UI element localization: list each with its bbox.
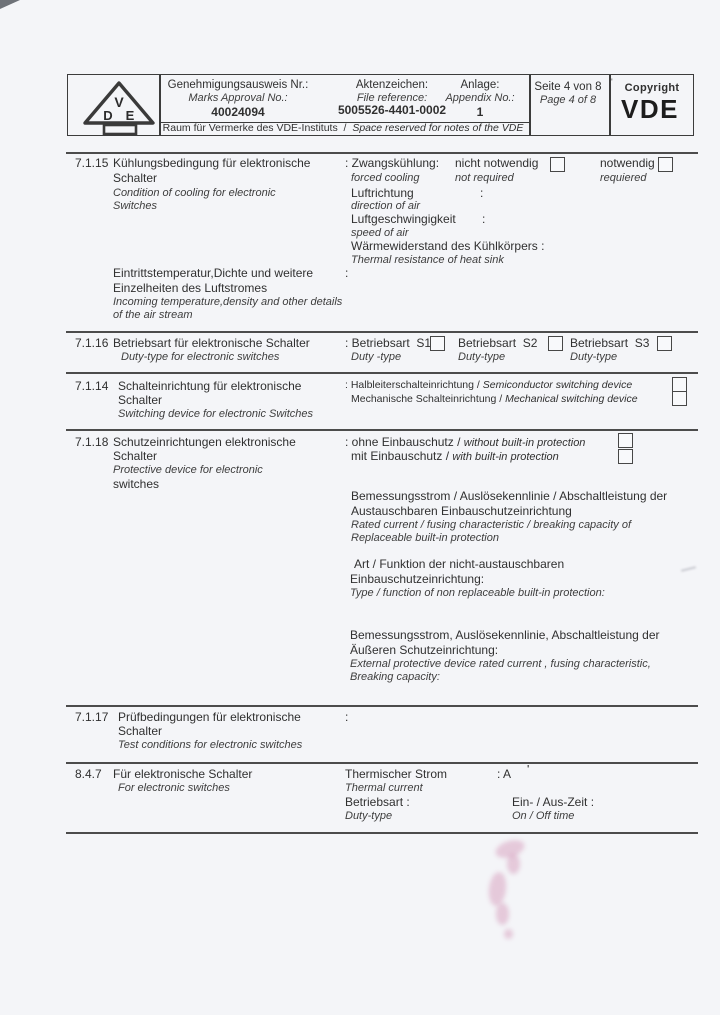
ink-smudge [487,871,508,907]
section-title-de: Für elektronische Schalter [113,767,253,781]
without-protection-en: without built-in protection [463,437,586,449]
rated-current-en1: Rated current / fusing characteristic / breaking capacity of [351,519,632,531]
thermal-current-label-en: Thermal current [345,782,423,794]
checkbox-semiconductor-switching[interactable] [672,377,687,392]
type-function-de1: Art / Funktion der nicht-austauschbaren [354,557,565,571]
inlet-temp-colon: : [345,266,349,280]
section-title-en: Test conditions for electronic switches [118,739,303,751]
on-off-time-label-de: Ein- / Aus-Zeit : [512,795,595,809]
section-divider [66,372,698,374]
external-protective-de2: Äußeren Schutzeinrichtung: [350,643,499,657]
rated-current-en2: Replaceable built-in protection [351,532,499,544]
rated-current-de2: Austauschbaren Einbauschutzeinrichtung [351,504,572,518]
thermal-current-label-de: Thermischer Strom [345,767,448,781]
header-note-en: Space reserved for notes of the VDE [352,122,524,134]
appendix-label-en: Appendix No.: [445,92,515,104]
checkbox-without-built-in-protection[interactable] [618,433,633,448]
section-number: 7.1.18 [75,435,109,449]
checkbox-required[interactable] [658,157,673,172]
section-divider [66,832,698,834]
type-function-en: Type / function of non replaceable built-in protection: [350,587,605,599]
external-protective-en1: External protective device rated current , fusing characteristic, [350,658,651,670]
ink-smudge [507,854,520,874]
without-protection-de: : ohne Einbauschutz / [345,435,464,449]
logo-letter-d: D [103,108,113,123]
section-number: 7.1.15 [75,156,109,170]
approval-no-value: 40024094 [211,105,265,119]
ink-smudge [504,929,513,939]
section-number: 7.1.14 [75,379,109,393]
duty-type-s3-label: Betriebsart S3 [570,336,650,350]
section-title-en2: Switches [113,200,158,212]
stray-mark: ' [527,764,530,775]
scan-corner-artifact [0,0,20,9]
section-number: 7.1.16 [75,336,109,350]
section-divider [66,152,698,154]
external-protective-en2: Breaking capacity: [350,671,440,683]
semiconductor-option-de: : Halbleiterschalteinrichtung / [345,379,483,391]
section-title-de2: Schalter [118,724,163,738]
checkbox-duty-type-s2[interactable] [548,336,563,351]
file-reference-label-en: File reference: [356,92,428,104]
inlet-temp-label-de2: Einzelheiten des Luftstromes [113,281,268,295]
air-direction-label-en: direction of air [351,200,421,212]
header-note-de: Raum für Vermerke des VDE-Instituts / [162,122,353,134]
mechanical-option-label [351,393,638,405]
ink-smudge [496,903,509,925]
type-function-de2: Einbauschutzeinrichtung: [350,572,485,586]
heat-sink-label-de: Wärmewiderstand des Kühlkörpers : [351,239,545,253]
approval-no-label-de: Genehmigungsausweis Nr.: [167,79,309,91]
appendix-label-de: Anlage: [460,79,500,91]
section-title-en: Duty-type for electronic switches [121,351,280,363]
section-divider [66,331,698,333]
air-direction-colon: : [480,186,484,200]
with-protection-en: with built-in protection [452,451,559,463]
vde-wordmark: VDE [621,94,679,124]
duty-type-s2-en: Duty-type [458,351,506,363]
semiconductor-option-label [345,379,632,391]
without-protection-label [345,436,585,450]
section-title-de: Schalteinrichtung für elektronische [118,379,302,393]
on-off-time-label-en: On / Off time [512,810,575,822]
section-divider [66,705,698,707]
logo-letter-e: E [125,108,135,123]
checkbox-not-required[interactable] [550,157,565,172]
section-number: 8.4.7 [75,767,102,781]
not-required-label-de: nicht notwendig [455,156,539,170]
page-number-de: Seite 4 von 8 [534,81,602,93]
header-note [163,122,524,134]
checkbox-mechanical-switching[interactable] [672,391,687,406]
header-divider-2 [529,75,531,135]
section-title-en: Switching device for electronic Switches [118,408,314,420]
air-speed-colon: : [482,212,486,226]
checkbox-duty-type-s1[interactable] [430,336,445,351]
forced-cooling-label-en: forced cooling [351,172,420,184]
logo-letter-v: V [114,94,124,110]
section-title-de: Schutzeinrichtungen elektronische [113,435,296,449]
thermal-current-value: : A [497,767,512,781]
inlet-temp-label-en1: Incoming temperature,density and other details [113,296,343,308]
section-divider [66,762,698,764]
air-speed-label-de: Luftgeschwingigkeit [351,212,456,226]
duty-type-s1-label: : Betriebsart S1 [345,336,432,350]
page-number-en: Page 4 of 8 [539,94,597,106]
stray-mark: ' [611,77,613,87]
rated-current-de1: Bemessungsstrom / Auslösekennlinie / Abschaltleistung der [351,489,668,503]
duty-type-s3-en: Duty-type [570,351,618,363]
section-title-en: For electronic switches [118,782,230,794]
checkbox-with-built-in-protection[interactable] [618,449,633,464]
with-protection-de: mit Einbauschutz / [351,449,453,463]
checkbox-duty-type-s3[interactable] [657,336,672,351]
appendix-value: 1 [476,105,484,119]
mechanical-option-de: Mechanische Schalteinrichtung / [351,393,506,405]
section-title-en: Condition of cooling for electronic [113,187,276,199]
duty-type-s1-en: Duty -type [351,351,402,363]
section-title-en2: switches [113,477,160,491]
section-title-de: Kühlungsbedingung für elektronische [113,156,311,170]
logo-pedestal [104,125,136,134]
not-required-label-en: not required [455,172,514,184]
section-number: 7.1.17 [75,710,109,724]
forced-cooling-label-de: : Zwangskühlung: [345,156,440,170]
vde-triangle-logo [80,79,160,139]
copyright-label: Copyright [624,82,680,94]
section-title-de2: Schalter [113,449,158,463]
section-title-de: Prüfbedingungen für elektronische [118,710,301,724]
file-reference-value: 5005526-4401-0002 [337,103,447,117]
with-protection-label [351,450,559,464]
required-label-en: requiered [600,172,647,184]
section-title-de2: Schalter [118,393,163,407]
duty-type-s2-label: Betriebsart S2 [458,336,538,350]
approval-no-label-en: Marks Approval No.: [188,92,288,104]
section-divider [66,429,698,431]
section-title-de: Betriebsart für elektronische Schalter [113,336,310,350]
section-title-de2: Schalter [113,171,158,185]
test-conditions-colon: : [345,710,349,724]
duty-type-label-de: Betriebsart : [345,795,410,809]
inlet-temp-label-en2: of the air stream [113,309,193,321]
semiconductor-option-en: Semiconductor switching device [482,379,633,391]
required-label-de: notwendig [600,156,655,170]
heat-sink-label-en: Thermal resistance of heat sink [351,254,504,266]
air-speed-label-en: speed of air [351,227,409,239]
duty-type-label-en: Duty-type [345,810,393,822]
section-title-en: Protective device for electronic [113,464,263,476]
inlet-temp-label-de1: Eintrittstemperatur,Dichte und weitere [113,266,314,280]
external-protective-de1: Bemessungsstrom, Auslösekennlinie, Abschaltleistung der [350,628,660,642]
pencil-mark [681,566,696,572]
mechanical-option-en: Mechanical switching device [505,393,638,405]
air-direction-label-de: Luftrichtung [351,186,414,200]
file-reference-label-de: Aktenzeichen: [355,79,429,91]
